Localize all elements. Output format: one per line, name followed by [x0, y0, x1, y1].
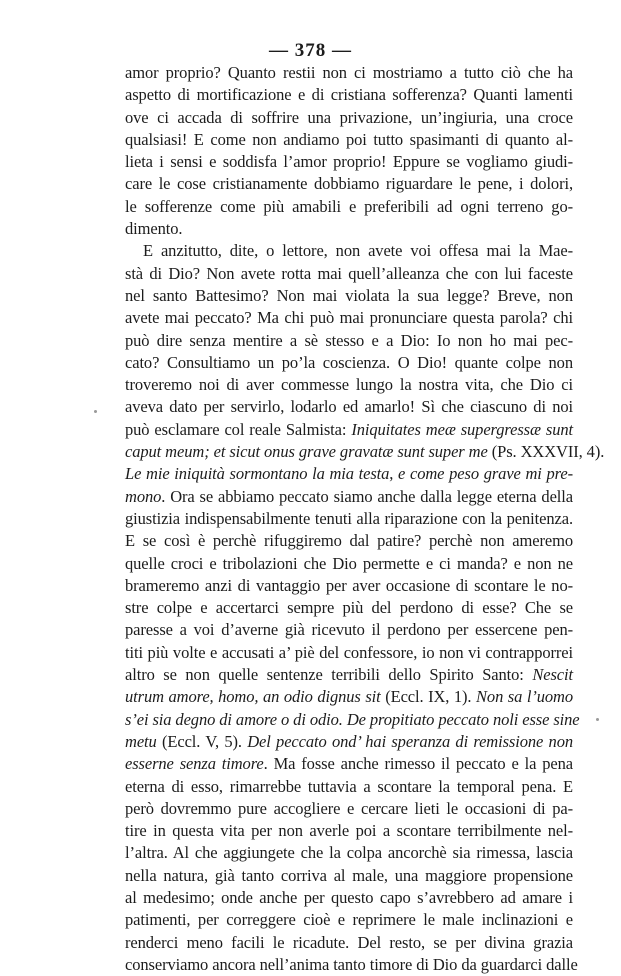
- text-line: [125, 530, 573, 552]
- text-line: [125, 129, 573, 151]
- scan-speck-mark: [94, 410, 97, 413]
- text-segment: tire in questa vita per non averle poi a scontare terribilmente nel-: [125, 821, 573, 841]
- text-line: [125, 374, 573, 396]
- text-segment: stà di Dio? Non avete rotta mai quell’alleanza che con lui faceste: [125, 263, 573, 283]
- text-segment: . Ora se abbiamo peccato siamo anche dalla legge eterna della: [161, 486, 573, 506]
- text-line: [125, 330, 573, 352]
- text-segment: aveva dato per servirlo, lodarlo ed amarlo! Sì che ciascuno di noi: [125, 397, 573, 417]
- text-line: [125, 396, 573, 418]
- text-segment: nella natura, già tanto corriva al male, una maggiore propensione: [125, 865, 573, 885]
- text-segment: l’altra. Al che aggiungete che la colpa ancorchè sia rimessa, lascia: [125, 843, 573, 863]
- text-segment: nel santo Battesimo? Non mai violata la sua legge? Breve, non: [125, 285, 573, 305]
- text-line: [125, 419, 573, 441]
- text-segment: qualsiasi! E come non andiamo poi tutto spasimanti di quanto al-: [125, 129, 573, 149]
- text-line: [125, 173, 573, 195]
- text-segment: può dire senza mentire a sè stesso e a Dio: Io non ho mai pec-: [125, 330, 573, 350]
- italic-text-segment: esserne senza timore: [125, 754, 264, 774]
- text-segment: quelle croci e tribolazioni che Dio permette e ci manda? e non ne: [125, 553, 573, 573]
- text-line: [125, 664, 573, 686]
- italic-text-segment: caput meum; et sicut onus grave gravatæ sunt super me: [125, 442, 488, 462]
- italic-text-segment: Nescit: [532, 665, 573, 685]
- text-line: [125, 486, 573, 508]
- text-line: [125, 731, 573, 753]
- text-line: [125, 441, 605, 463]
- text-line: [125, 642, 573, 664]
- text-line: [125, 463, 573, 485]
- text-segment: (Eccl. IX, 1).: [380, 687, 477, 707]
- text-segment: al medesimo; onde anche per questo capo s’avrebbero ad amare i: [125, 887, 573, 907]
- text-segment: ove ci accada di soffrire una privazione, un’ingiuria, una croce: [125, 107, 573, 127]
- text-segment: giustizia indispensabilmente tenuti alla riparazione con la penitenza.: [125, 508, 573, 528]
- text-line: [125, 932, 573, 954]
- text-line: [125, 686, 573, 708]
- text-line: [125, 240, 573, 262]
- text-segment: eterna di esso, rimarrebbe tuttavia a scontare la temporal pena. E: [125, 776, 573, 796]
- italic-text-segment: Non sa l’uomo: [476, 687, 573, 707]
- text-line: [125, 909, 573, 931]
- text-line: [125, 842, 573, 864]
- text-line: [125, 820, 573, 842]
- italic-text-segment: Del peccato ond’ hai speranza di remissione non: [247, 731, 574, 751]
- text-line: [125, 553, 573, 575]
- text-line: [125, 307, 573, 329]
- text-line: [125, 753, 573, 775]
- text-segment: aspetto di mortificazione e di cristiana sofferenza? Quanti lamenti: [125, 85, 573, 105]
- text-line: [125, 887, 573, 909]
- text-segment: (Eccl. V, 5).: [156, 731, 248, 751]
- text-segment: può esclamare col reale Salmista:: [125, 419, 352, 439]
- italic-text-segment: e come peso grave mi pre-: [398, 464, 573, 484]
- text-segment: amor proprio? Quanto restii non ci mostriamo a tutto ciò che ha: [125, 63, 573, 82]
- text-segment: care le cose cristianamente dobbiamo riguardare le pene, i dolori,: [125, 174, 573, 194]
- text-line: [125, 107, 573, 129]
- text-segment: E anzitutto, dite, o lettore, non avete voi offesa mai la Mae-: [143, 241, 573, 261]
- text-segment: ,: [389, 464, 399, 484]
- text-segment: dimento.: [125, 219, 183, 239]
- text-line: [125, 352, 573, 374]
- text-segment: cato? Consultiamo un po’la coscienza. O Dio! quante colpe non: [125, 352, 573, 372]
- text-segment: patimenti, per correggere cioè e reprimere le male inclinazioni e: [125, 910, 573, 930]
- text-line: [125, 709, 580, 731]
- text-line: [125, 954, 578, 976]
- text-line: [125, 84, 573, 106]
- italic-text-segment: Iniquitates meæ supergressæ sunt: [351, 419, 573, 439]
- text-line: [125, 575, 573, 597]
- text-segment: le sofferenze come più amabili e preferibili ad ogni terreno go-: [125, 196, 573, 216]
- text-line: [125, 62, 573, 84]
- text-segment: renderci meno facili le ricadute. Del resto, se per divina grazia: [125, 932, 573, 952]
- text-line: [125, 218, 573, 240]
- scan-speck-mark: [596, 718, 599, 721]
- text-line: [125, 508, 573, 530]
- italic-text-segment: mono: [125, 486, 162, 506]
- text-line: [125, 776, 573, 798]
- text-segment: titi più volte e accusati a’ piè del confessore, io non vi contrapporrei: [125, 642, 573, 662]
- text-segment: però dovremmo pure accogliere e cercare lieti le occasioni di pa-: [125, 798, 573, 818]
- text-segment: brameremo anzi di vantaggio per aver occasione di scontare le no-: [125, 575, 573, 595]
- text-segment: . Ma fosse anche rimesso il peccato e la pena: [263, 754, 573, 774]
- text-line: [125, 285, 573, 307]
- text-line: [125, 619, 573, 641]
- text-segment: paresse a voi d’averne già ricevuto il perdono per essercene pen-: [125, 620, 573, 640]
- text-line: [125, 597, 573, 619]
- text-segment: E se così è perchè rifuggiremo dal patire? perchè non ameremo: [125, 531, 573, 551]
- text-line: [125, 151, 573, 173]
- italic-text-segment: metu: [125, 731, 157, 751]
- text-line: [125, 865, 573, 887]
- italic-text-segment: s’ei sia degno di amore o di odio. De propitiato peccato noli esse sine: [125, 709, 580, 729]
- page-number-header: — 378 —: [269, 40, 352, 61]
- text-segment: lieta i sensi e soddisfa l’amor proprio! Eppure se vogliamo giudi-: [125, 152, 573, 172]
- text-line: [125, 798, 573, 820]
- body-text: [125, 62, 605, 976]
- italic-text-segment: Le mie iniquità sormontano la mia testa: [125, 464, 390, 484]
- text-line: [125, 196, 573, 218]
- text-segment: conserviamo ancora nell’anima tanto timore di Dio da guardarci dalle: [125, 954, 578, 974]
- text-segment: troveremo noi di aver commesse lungo la nostra vita, che Dio ci: [125, 375, 573, 395]
- text-segment: (Ps. XXXVII, 4).: [487, 442, 605, 462]
- text-segment: stre colpe e accertarci sempre più del perdono di esse? Che se: [125, 598, 573, 618]
- text-line: [125, 263, 573, 285]
- text-segment: avete mai peccato? Ma chi può mai pronunciare questa parola? chi: [125, 308, 573, 328]
- text-segment: altro se non quelle sentenze terribili dello Spirito Santo:: [125, 665, 533, 685]
- italic-text-segment: utrum amore, homo, an odio dignus sit: [125, 687, 381, 707]
